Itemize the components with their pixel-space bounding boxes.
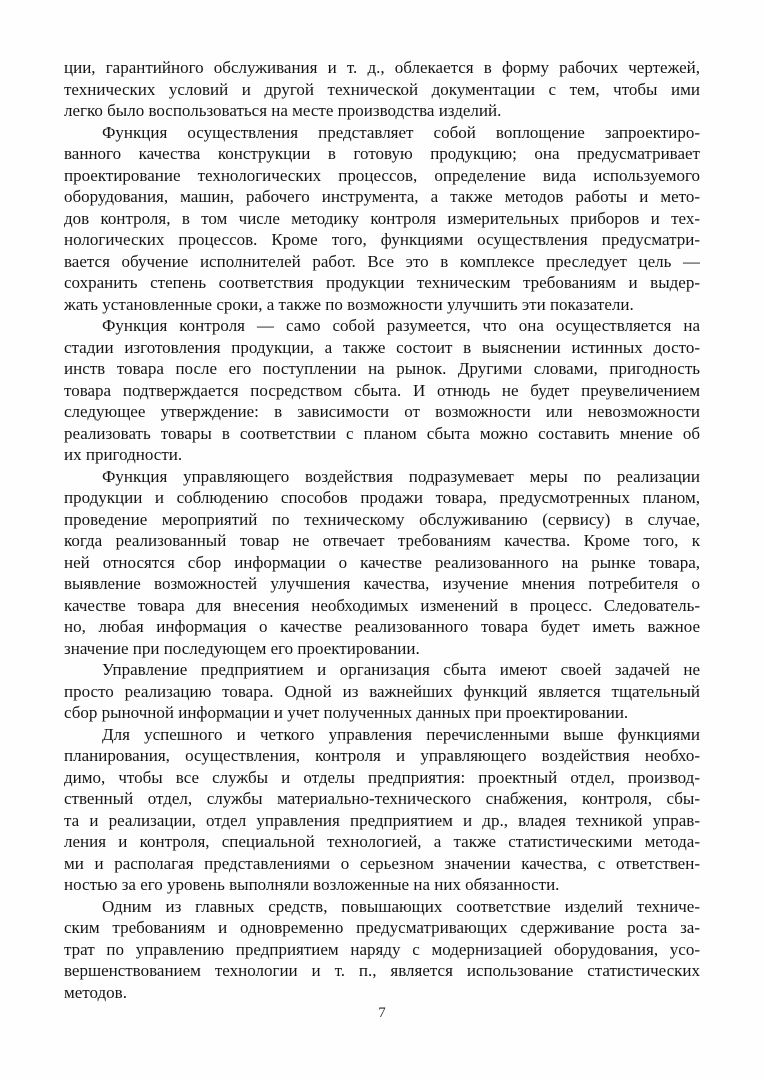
text-line: трат по управлению предприятием наряду с модернизацией оборудования, усо- bbox=[64, 939, 700, 959]
text-line: когда реализованный товар не отвечает требованиям качества. Кроме того, к bbox=[64, 531, 700, 550]
paragraph bbox=[64, 659, 700, 724]
text-line: продукции и соблюдению способов продажи товара, предусмотренных планом, bbox=[64, 488, 700, 507]
text-line: товара подтверждается посредством сбыта. И отнюдь не будет преувеличением bbox=[64, 380, 700, 400]
text-line: методов. bbox=[64, 982, 127, 1002]
paragraph bbox=[64, 466, 700, 660]
paragraph bbox=[64, 896, 700, 1004]
text-line: значение при последующем его проектировании. bbox=[64, 638, 420, 658]
text-line: их пригодности. bbox=[64, 445, 183, 464]
text-line: но, любая информация о качестве реализованного товара будет иметь важное bbox=[64, 617, 700, 636]
text-line: проведение мероприятий по техническому обслуживанию (сервису) в случае, bbox=[64, 509, 700, 529]
text-line: Функция осуществления представляет собой воплощение запроектиро- bbox=[102, 122, 700, 142]
text-line: Для успешного и четкого управления перечисленными выше функциями bbox=[102, 724, 700, 744]
text-line: та и реализации, отдел управления предприятием и др., владея техникой управ- bbox=[64, 810, 700, 830]
text-line: сбор рыночной информации и учет полученных данных при проектировании. bbox=[64, 703, 629, 722]
paragraph bbox=[64, 315, 700, 466]
text-line: просто реализацию товара. Одной из важнейших функций является тщательный bbox=[64, 681, 700, 701]
text-line: следующее утверждение: в зависимости от возможности или невозможности bbox=[64, 402, 700, 421]
text-line: Функция контроля — само собой разумеется, что она осуществляется на bbox=[102, 316, 700, 335]
text-line: оборудования, машин, рабочего инструмента, а также методов работы и мето- bbox=[64, 187, 700, 206]
paragraph bbox=[64, 122, 700, 316]
text-line: ления и контроля, специальной технологией, а также статистическими метода- bbox=[64, 832, 700, 851]
text-line: ванного качества конструкции в готовую продукцию; она предусматривает bbox=[64, 144, 700, 163]
page-number: 7 bbox=[378, 1005, 386, 1021]
text-line: легко было воспользоваться на месте производства изделий. bbox=[64, 101, 502, 120]
text-line: Функция управляющего воздействия подразумевает меры по реализации bbox=[102, 466, 700, 486]
text-line: технических условий и другой технической документации с тем, чтобы ими bbox=[64, 79, 700, 99]
text-line: Одним из главных средств, повышающих соответствие изделий техниче- bbox=[102, 896, 700, 916]
text-line: ским требованиям и одновременно предусматривающих сдерживание роста за- bbox=[64, 918, 700, 937]
text-line: выявление возможностей улучшения качества, изучение мнения потребителя о bbox=[64, 574, 700, 593]
text-line: ностью за его уровень выполняли возложенные на них обязанности. bbox=[64, 875, 560, 894]
paragraph bbox=[64, 724, 700, 896]
text-line: сохранить степень соответствия продукции техническим требованиям и выдер- bbox=[64, 273, 700, 292]
text-line: ственный отдел, службы материально-технического снабжения, контроля, сбы- bbox=[64, 789, 700, 808]
text-line: инств товара после его поступлении на рынок. Другими словами, пригодность bbox=[64, 359, 700, 378]
text-line: нологических процессов. Кроме того, функциями осуществления предусматри- bbox=[64, 230, 700, 249]
text-line: вается обучение исполнителей работ. Все это в комплексе преследует цель — bbox=[64, 251, 700, 271]
text-line: жать установленные сроки, а также по возможности улучшить эти показатели. bbox=[64, 294, 634, 314]
paragraph bbox=[64, 57, 700, 122]
text-line: реализовать товары в соответствии с планом сбыта можно составить мнение об bbox=[64, 423, 700, 443]
text-line: вершенствованием технологии и т. п., является использование статистических bbox=[64, 961, 700, 980]
text-line: планирования, осуществления, контроля и управляющего воздействия необхо- bbox=[64, 746, 700, 765]
text-block bbox=[64, 57, 700, 1003]
text-line: проектирование технологических процессов, определение вида используемого bbox=[64, 165, 700, 185]
text-line: Управление предприятием и организация сбыта имеют своей задачей не bbox=[102, 660, 700, 679]
text-line: дов контроля, в том числе методику контроля измерительных приборов и тех- bbox=[64, 208, 700, 228]
text-line: димо, чтобы все службы и отделы предприятия: проектный отдел, производ- bbox=[64, 767, 700, 787]
text-line: ней относятся сбор информации о качестве реализованного на рынке товара, bbox=[64, 552, 700, 572]
text-line: стадии изготовления продукции, а также состоит в выяснении истинных досто- bbox=[64, 337, 700, 357]
text-line: ми и располагая представлениями о серьезном значении качества, с ответствен- bbox=[64, 853, 700, 873]
text-line: ции, гарантийного обслуживания и т. д., облекается в форму рабочих чертежей, bbox=[64, 58, 700, 77]
text-line: качестве товара для внесения необходимых изменений в процесс. Следователь- bbox=[64, 595, 700, 615]
